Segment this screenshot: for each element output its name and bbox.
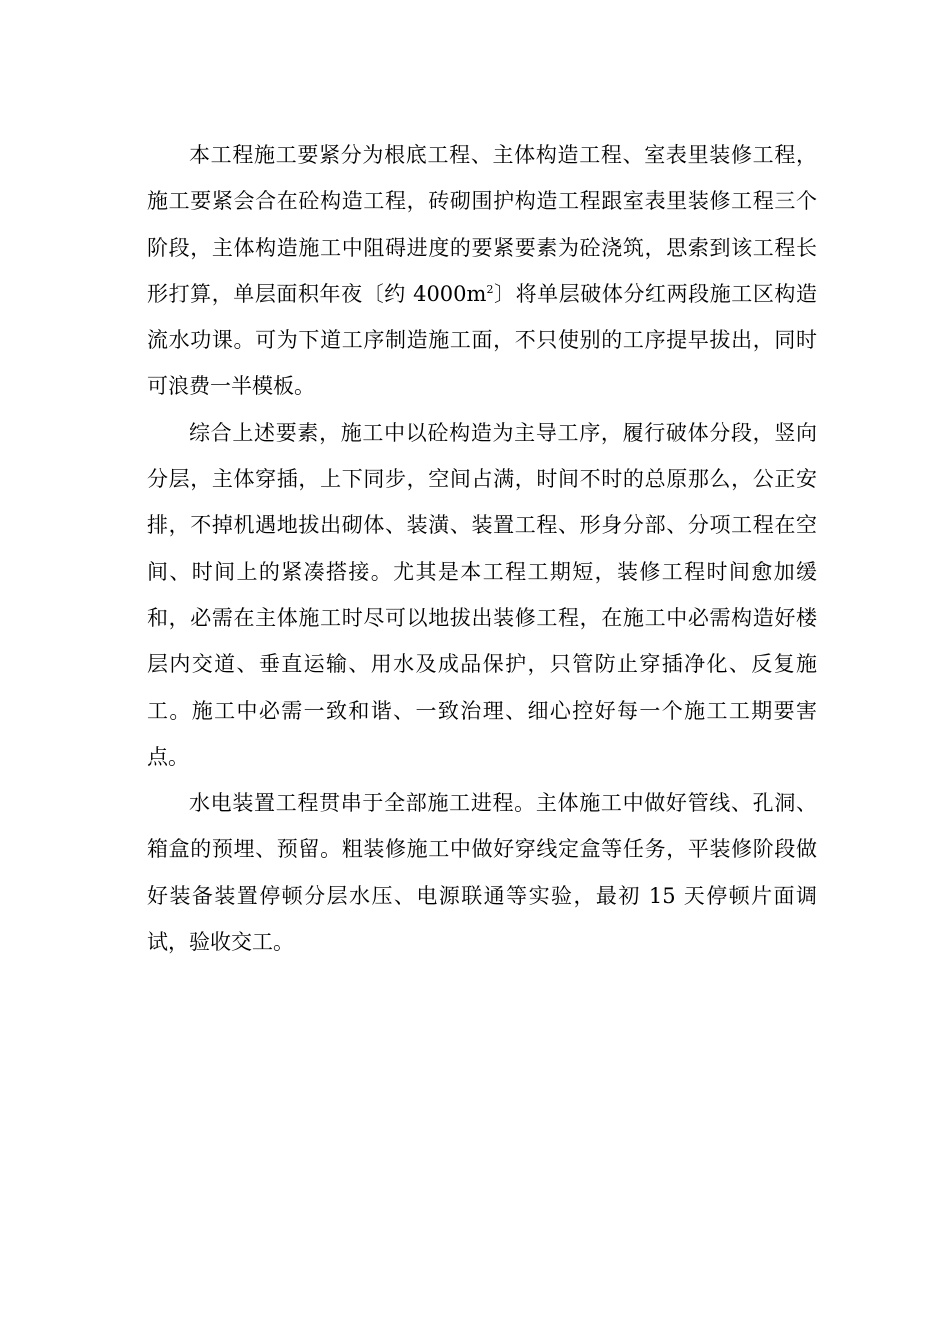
paragraph-1-text-start: 本工程施工要紧分为根底工程、主体构造工程、室表里装修工程，施工要紧会合在砼构造工程，砖砌围护构造工程跟室表里装修工程三个阶段，主体构造施工中阻碍进度的要紧要素为砼浇筑，思索到该工程长形打算，单层面积年夜〔约 4000m [147, 143, 817, 306]
paragraph-1-text-end: 〕将单层破体分红两段施工区构造流水功课。可为下道工序制造施工面，不只使别的工序提早拔出，同时可浪费一半模板。 [147, 281, 818, 399]
paragraph-utilities-installation: 水电装置工程贯串于全部施工进程。主体施工中做好管线、孔洞、箱盒的预埋、预留。粗装修施工中做好穿线定盒等任务，平装修阶段做好装备装置停顿分层水压、电源联通等实验，最初 15 天停顿片面调试，验收交工。 [147, 791, 817, 955]
superscript-2: 2 [486, 282, 494, 296]
paragraph-construction-phases [147, 132, 817, 410]
paragraph-scheduling-principles: 综合上述要素，施工中以砼构造为主导工序，履行破体分段，竖向分层，主体穿插，上下同步，空间占满，时间不时的总原那么，公正安排，不掉机遇地拔出砌体、装潢、装置工程、形身分部、分项工程在空间、时间上的紧凑搭接。尤其是本工程工期短，装修工程时间愈加缓和，必需在主体施工时尽可以地拔出装修工程，在施工中必需构造好楼层内交道、垂直运输、用水及成品保护，只管防止穿插净化、反复施工。施工中必需一致和谐、一致治理、细心控好每一个施工工期要害点。 [147, 420, 817, 769]
document-body [147, 132, 817, 965]
